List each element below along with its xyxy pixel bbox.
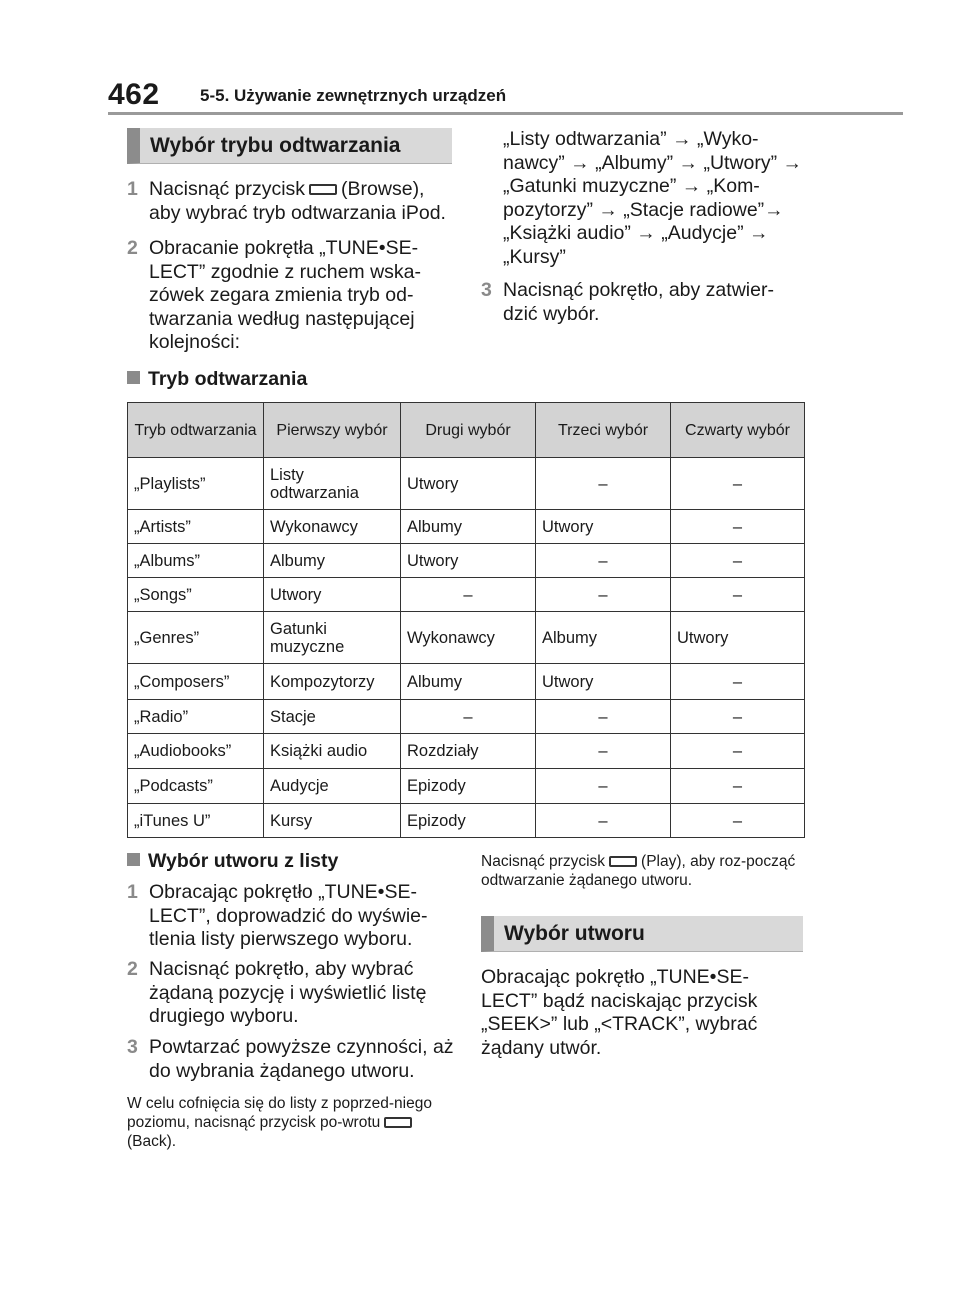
step-text: (Browse), aby wybrać tryb odtwarzania iPod. <box>149 178 446 224</box>
table-cell: Utwory <box>671 612 805 664</box>
table-cell: Listy odtwarzania <box>264 458 401 510</box>
column-header: Drugi wybór <box>401 403 536 458</box>
square-bullet-icon <box>127 853 140 866</box>
table-row <box>128 769 805 804</box>
list-step-3 <box>127 1036 457 1083</box>
table-cell: Wykonawcy <box>264 510 401 544</box>
table-cell: Utwory <box>264 578 401 612</box>
play-note <box>481 852 803 890</box>
step-text: Powtarzać powyższe czynności, aż do wybrania żądanego utworu. <box>149 1036 454 1082</box>
step-2-rotate <box>127 237 447 355</box>
table-row <box>128 510 805 544</box>
table-row <box>128 664 805 700</box>
table-cell: „Playlists” <box>128 458 264 510</box>
table-row <box>128 544 805 578</box>
table-row <box>128 734 805 769</box>
table-cell: „Songs” <box>128 578 264 612</box>
table-cell: Epizody <box>401 769 536 804</box>
mode-sequence <box>481 128 803 269</box>
body-text: Obracając pokrętło „TUNE•SE-LECT” bądź naciskając przycisk „SEEK>” lub „<TRACK”, wybrać żądany utwór. <box>481 966 758 1059</box>
section-heading-playback-mode: Wybór trybu odtwarzania <box>127 128 452 164</box>
chapter-title: 5-5. Używanie zewnętrznych urządzeń <box>200 86 507 105</box>
table-cell: – <box>671 804 805 838</box>
table-subheading-text: Tryb odtwarzania <box>148 368 308 390</box>
table-cell: „Radio” <box>128 700 264 734</box>
table-cell: Albumy <box>536 612 671 664</box>
table-cell: „Genres” <box>128 612 264 664</box>
header-rule <box>108 112 903 115</box>
step-number: 2 <box>127 958 138 980</box>
step-number: 2 <box>127 237 138 259</box>
page-number: 462 <box>108 78 160 111</box>
list-subheading-text: Wybór utworu z listy <box>148 850 339 872</box>
table-cell: – <box>536 769 671 804</box>
step-1-browse <box>127 178 457 225</box>
table-cell: Albumy <box>401 510 536 544</box>
table-cell: Kompozytorzy <box>264 664 401 700</box>
column-header: Pierwszy wybór <box>264 403 401 458</box>
table-cell: – <box>671 510 805 544</box>
table-cell: – <box>671 700 805 734</box>
table-cell: Gatunki muzyczne <box>264 612 401 664</box>
list-subheading <box>127 850 338 873</box>
table-cell: „Audiobooks” <box>128 734 264 769</box>
table-row <box>128 804 805 838</box>
table-cell: – <box>401 578 536 612</box>
step-3-confirm <box>481 279 803 326</box>
list-step-2 <box>127 958 447 1029</box>
table-cell: – <box>401 700 536 734</box>
table-cell: – <box>536 804 671 838</box>
table-row <box>128 612 805 664</box>
track-select-text <box>481 966 803 1060</box>
table-row <box>128 578 805 612</box>
table-cell: – <box>671 664 805 700</box>
table-row <box>128 700 805 734</box>
table-cell: Wykonawcy <box>401 612 536 664</box>
table-subheading <box>127 368 307 391</box>
step-text: Nacisnąć pokrętło, aby zatwier-dzić wybór. <box>503 279 774 325</box>
table-cell: – <box>536 458 671 510</box>
list-step-1 <box>127 881 457 952</box>
play-button-icon <box>609 856 637 867</box>
step-text: Nacisnąć pokrętło, aby wybrać żądaną pozycję i wyświetlić listę drugiego wyboru. <box>149 958 427 1027</box>
back-note <box>127 1094 449 1151</box>
table-cell: Utwory <box>401 458 536 510</box>
note-text: Nacisnąć przycisk <box>481 853 606 870</box>
step-number: 1 <box>127 178 138 200</box>
step-number: 3 <box>127 1036 138 1058</box>
table-cell: – <box>671 578 805 612</box>
column-header: Tryb odtwarzania <box>128 403 264 458</box>
table-cell: Utwory <box>401 544 536 578</box>
playback-mode-table <box>127 402 805 838</box>
note-text: (Back). <box>127 1133 177 1150</box>
table-cell: Kursy <box>264 804 401 838</box>
table-cell: – <box>671 734 805 769</box>
column-header: Trzeci wybór <box>536 403 671 458</box>
section-heading-track-select: Wybór utworu <box>481 916 803 952</box>
step-text: Nacisnąć przycisk <box>149 178 306 200</box>
table-cell: Stacje <box>264 700 401 734</box>
table-cell: „Albums” <box>128 544 264 578</box>
table-cell: „Composers” <box>128 664 264 700</box>
table-cell: – <box>671 458 805 510</box>
browse-button-icon <box>309 184 337 195</box>
table-cell: „Podcasts” <box>128 769 264 804</box>
table-cell: – <box>671 544 805 578</box>
note-text: (Play), aby roz-począć odtwarzanie żądanego utworu. <box>481 853 796 889</box>
table-cell: – <box>536 544 671 578</box>
table-cell: „iTunes U” <box>128 804 264 838</box>
step-number: 3 <box>481 279 492 301</box>
step-text: Obracanie pokrętła „TUNE•SE-LECT” zgodnie z ruchem wska-zówek zegara zmienia tryb od-twarzania według następującej kolejności: <box>149 237 422 353</box>
table-header-row <box>128 403 805 458</box>
table-cell: Rozdziały <box>401 734 536 769</box>
table-cell: – <box>671 769 805 804</box>
table-cell: Albumy <box>264 544 401 578</box>
step-number: 1 <box>127 881 138 903</box>
sequence-text: „Listy odtwarzania” → „Wyko-nawcy” → „Albumy” → „Utwory” → „Gatunki muzyczne” → „Kom-pozytorzy” → „Stacje radiowe”→ „Książki audio” → „Audycje” → „Kursy” <box>503 128 803 268</box>
table-cell: Albumy <box>401 664 536 700</box>
table-cell: Utwory <box>536 664 671 700</box>
square-bullet-icon <box>127 371 140 384</box>
table-cell: – <box>536 700 671 734</box>
column-header: Czwarty wybór <box>671 403 805 458</box>
table-cell: Książki audio <box>264 734 401 769</box>
back-button-icon <box>384 1117 412 1128</box>
table-cell: Epizody <box>401 804 536 838</box>
note-text: W celu cofnięcia się do listy z poprzed-niego poziomu, nacisnąć przycisk po-wrotu <box>127 1095 432 1131</box>
table-cell: – <box>536 578 671 612</box>
table-cell: „Artists” <box>128 510 264 544</box>
table-cell: Utwory <box>536 510 671 544</box>
table-row <box>128 458 805 510</box>
step-text: Obracając pokrętło „TUNE•SE-LECT”, doprowadzić do wyświe-tlenia listy pierwszego wyboru. <box>149 881 428 950</box>
table-cell: – <box>536 734 671 769</box>
table-cell: Audycje <box>264 769 401 804</box>
